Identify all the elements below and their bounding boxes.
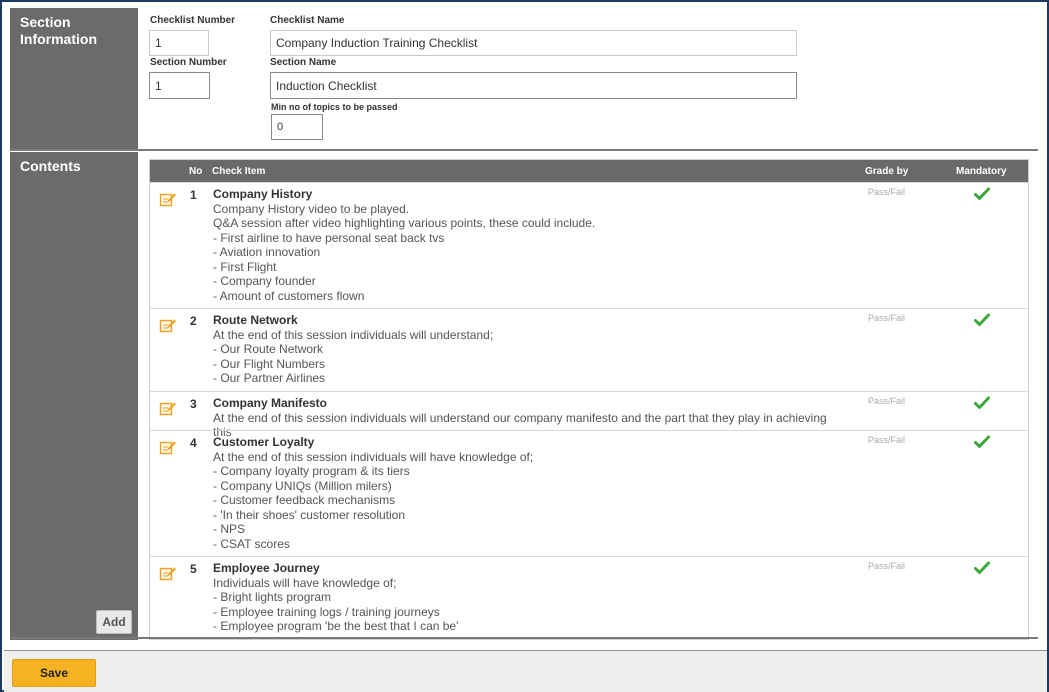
checkmark-icon xyxy=(974,187,990,201)
check-item-description-line: - 'In their shoes' customer resolution xyxy=(213,507,405,522)
check-item-content xyxy=(213,187,833,303)
check-item-title: Company Manifesto xyxy=(213,396,328,410)
check-item-description-line: - NPS xyxy=(213,522,246,536)
grade-by-value: Pass/Fail xyxy=(868,396,906,406)
grade-by-value: Pass/Fail xyxy=(868,313,906,323)
column-header-grade-by: Grade by xyxy=(865,166,909,177)
footer-bar xyxy=(4,650,1047,692)
section-divider xyxy=(10,149,1038,151)
check-item-description-line: - Our Partner Airlines xyxy=(213,371,326,385)
check-item-description-line: - Customer feedback mechanisms xyxy=(213,493,396,507)
table-row xyxy=(150,430,1028,556)
edit-note-icon[interactable] xyxy=(159,400,177,416)
checklist-name-label: Checklist Name xyxy=(270,15,345,26)
item-number: 2 xyxy=(190,314,197,328)
check-item-title: Customer Loyalty xyxy=(213,435,315,449)
check-item-content xyxy=(213,561,833,634)
section-information-label: Section Information xyxy=(10,8,138,149)
check-item-description-line: - Amount of customers flown xyxy=(213,288,365,303)
grade-by-value: Pass/Fail xyxy=(868,187,906,197)
item-number: 3 xyxy=(190,397,197,411)
check-item-description-line: - Company UNIQs (Million milers) xyxy=(213,478,392,493)
checklist-number-input[interactable] xyxy=(149,30,209,56)
column-header-mandatory: Mandatory xyxy=(956,166,1007,177)
checkmark-icon xyxy=(974,396,990,410)
contents-label: Contents xyxy=(10,152,138,640)
item-number: 4 xyxy=(190,436,197,450)
min-topics-label: Min no of topics to be passed xyxy=(271,102,398,112)
table-header xyxy=(150,160,1028,182)
section-name-label: Section Name xyxy=(270,57,337,68)
check-item-content xyxy=(213,435,833,551)
check-item-description-line: - Employee program 'be the best that I can be' xyxy=(213,619,459,633)
contents-divider xyxy=(10,637,1038,639)
checkmark-icon xyxy=(974,435,990,449)
check-item-description-line: - Our Route Network xyxy=(213,342,324,356)
check-item-description-line: - Aviation innovation xyxy=(213,245,321,259)
section-name-input[interactable] xyxy=(270,72,797,99)
table-row xyxy=(150,182,1028,308)
check-item-description-line: - Company founder xyxy=(213,274,316,288)
edit-note-icon[interactable] xyxy=(159,191,177,207)
checklist-number-label: Checklist Number xyxy=(150,15,236,26)
check-item-description-line: At the end of this session individuals will have knowledge of; xyxy=(213,449,534,464)
min-topics-input[interactable] xyxy=(271,114,323,140)
check-item-description-line: - Employee training logs / training journeys xyxy=(213,604,440,619)
check-item-description-line: - Bright lights program xyxy=(213,590,332,604)
checkmark-icon xyxy=(974,561,990,575)
table-row xyxy=(150,391,1028,439)
edit-note-icon[interactable] xyxy=(159,565,177,581)
check-item-description-line: Q&A session after video highlighting various points, these could include. xyxy=(213,216,596,230)
edit-note-icon[interactable] xyxy=(159,317,177,333)
add-button[interactable]: Add xyxy=(96,610,132,634)
edit-note-icon[interactable] xyxy=(159,439,177,455)
section-number-input[interactable] xyxy=(149,72,210,99)
check-item-description-line: - Company loyalty program & its tiers xyxy=(213,464,410,478)
check-item-description-line: - Our Flight Numbers xyxy=(213,356,326,371)
check-item-title: Company History xyxy=(213,187,313,201)
check-item-description-line: - First airline to have personal seat back tvs xyxy=(213,230,445,245)
table-row xyxy=(150,308,1028,391)
table-body xyxy=(150,182,1028,639)
item-number: 1 xyxy=(190,188,197,202)
check-item-description-line: Company History video to be played. xyxy=(213,201,410,216)
check-item-description-line: At the end of this session individuals will understand; xyxy=(213,327,494,342)
check-item-title: Employee Journey xyxy=(213,561,320,575)
check-item-description-line: - First Flight xyxy=(213,259,277,274)
check-item-title: Route Network xyxy=(213,313,298,327)
checklist-items-table xyxy=(149,159,1029,640)
section-number-label: Section Number xyxy=(150,57,227,68)
save-button[interactable]: Save xyxy=(12,659,96,687)
table-row xyxy=(150,556,1028,639)
check-item-description-line: - CSAT scores xyxy=(213,536,290,551)
checkmark-icon xyxy=(974,313,990,327)
check-item-description-line: At the end of this session individuals will understand our company manifesto and the part that they play in achieving this xyxy=(213,410,827,439)
column-header-no: No xyxy=(189,166,203,177)
grade-by-value: Pass/Fail xyxy=(868,435,906,445)
check-item-content xyxy=(213,313,833,386)
checklist-name-input[interactable] xyxy=(270,30,797,56)
item-number: 5 xyxy=(190,562,197,576)
column-header-check-item: Check Item xyxy=(212,166,266,177)
grade-by-value: Pass/Fail xyxy=(868,561,906,571)
check-item-description-line: Individuals will have knowledge of; xyxy=(213,575,397,590)
